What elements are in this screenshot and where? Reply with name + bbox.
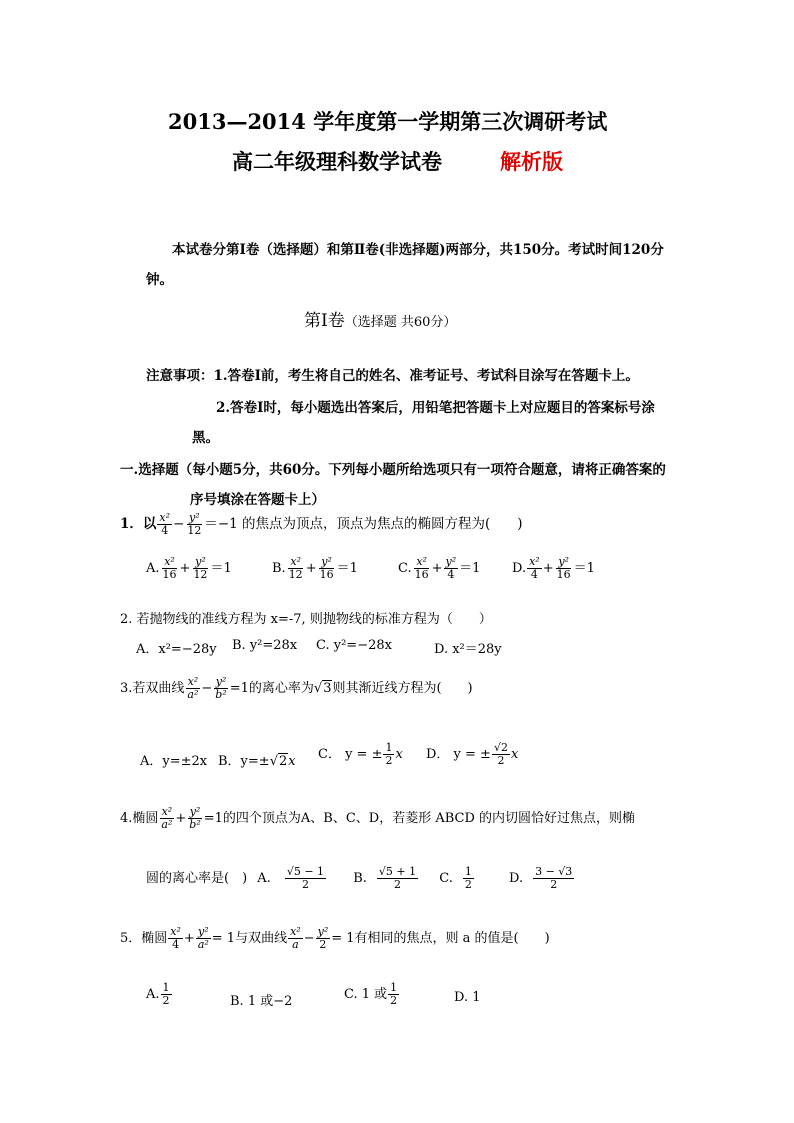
q2-option-a: A．x²=−28y	[136, 642, 217, 657]
volume-label: 第Ⅰ卷	[304, 311, 345, 331]
section-heading-cont: 序号填涂在答题卡上）	[190, 492, 325, 508]
q1-option-c: C. $\frac{\text{x²}}{16}$ + $\frac{\text{y²}}{4}$ ＝1	[398, 555, 481, 581]
question-4-stem: 4.椭圆 $\frac{\text{x²}}{\text{a²}}$ + $\frac{\text{y²}}{\text{b²}}$ =1的四个顶点为A、B、C、D，若菱形 ABCD 的内切圆恰好过焦点，则椭	[120, 805, 636, 831]
fraction: $\frac{\text{y²}}{12}$	[187, 511, 202, 537]
q3-option-c: C． y = ± $\frac{1}{2}$ x	[318, 741, 403, 767]
q5-option-d: D. 1	[454, 990, 481, 1005]
notice-item-1: 注意事项：1.答卷Ⅰ前，考生将自己的姓名、准考证号、考试科目涂写在答题卡上。	[146, 368, 639, 384]
q2-option-b: B. y²=28x	[232, 638, 298, 653]
notice-item-2-cont: 黑。	[192, 430, 219, 446]
q1-option-a: A. $\frac{\text{x²}}{16}$ + $\frac{\text{y²}}{12}$ ＝1	[146, 555, 232, 581]
section-heading: 一.选择题（每小题5分，共60分。下列每小题所给选项只有一项符合题意，请将正确答案的	[120, 462, 666, 478]
analysis-tag: 解析版	[500, 149, 563, 174]
q3-option-a: A．y=±2x	[140, 754, 208, 769]
question-4-stem-cont: 圆的离心率是( ) A. $\frac{√5 - 1}{2}$ B. $\frac{√5 + 1}{2}$ C. $\frac{1}{2}$ D. $\frac{3 - √3}{2}$	[146, 865, 573, 891]
volume-title	[304, 306, 456, 331]
question-5-stem: 5．椭圆 $\frac{\text{x²}}{4}$ + $\frac{\text{y²}}{\text{a²}}$ = 1与双曲线 $\frac{\text{x²}}{a}$ − $\frac{\text{y²}}{2}$ = 1有相同的焦点，则 a 的值是( )	[120, 925, 550, 951]
q2-option-d: D. x²＝28y	[434, 642, 502, 657]
question-3-stem: 3.若双曲线 $\frac{\text{x²}}{\text{a²}}$ − $\frac{\text{y²}}{\text{b²}}$ =1的离心率为√3则其渐近线方程为( )	[120, 675, 473, 701]
notice-item-2: 2.答卷Ⅰ时，每小题选出答案后，用铅笔把答题卡上对应题目的答案标号涂	[216, 400, 655, 416]
q1-option-d: D. $\frac{\text{x²}}{4}$ + $\frac{\text{y²}}{16}$ ＝1	[512, 555, 595, 581]
q2-option-c: C. y²=−28x	[316, 638, 392, 653]
intro-line-cont: 钟。	[146, 272, 173, 288]
exam-subtitle: 高二年级理科数学试卷	[232, 149, 442, 174]
q1-option-b: B. $\frac{\text{x²}}{12}$ + $\frac{\text{y²}}{16}$ ＝1	[272, 555, 358, 581]
q5-option-b: B. 1 或−2	[230, 994, 293, 1009]
exam-title: 2013—2014 学年度第一学期第三次调研考试	[168, 109, 608, 134]
question-2-stem: 2. 若抛物线的准线方程为 x=-7, 则抛物线的标准方程为（ ）	[120, 612, 492, 627]
intro-line: 本试卷分第Ⅰ卷（选择题）和第Ⅱ卷(非选择题)两部分，共150分。考试时间120分	[172, 242, 664, 258]
q3-option-d: D． y = ± $\frac{√2}{2}$ x	[426, 741, 519, 767]
q5-option-c: C. 1 或 $\frac{1}{2}$	[344, 981, 398, 1007]
q5-option-a: A. $\frac{1}{2}$	[146, 981, 170, 1007]
q3-option-b: B．y=±√2x	[218, 754, 296, 769]
volume-note: （选择题 共60分）	[344, 315, 457, 330]
question-1-stem: 1．以 $\frac{\text{x²}}{4}$ − $\frac{\text{y²}}{12}$ ＝−1 的焦点为顶点，顶点为焦点的椭圆方程为( )	[120, 511, 523, 537]
question-1-number: 1．以	[120, 516, 157, 532]
fraction: $\frac{\text{x²}}{4}$	[159, 511, 171, 537]
